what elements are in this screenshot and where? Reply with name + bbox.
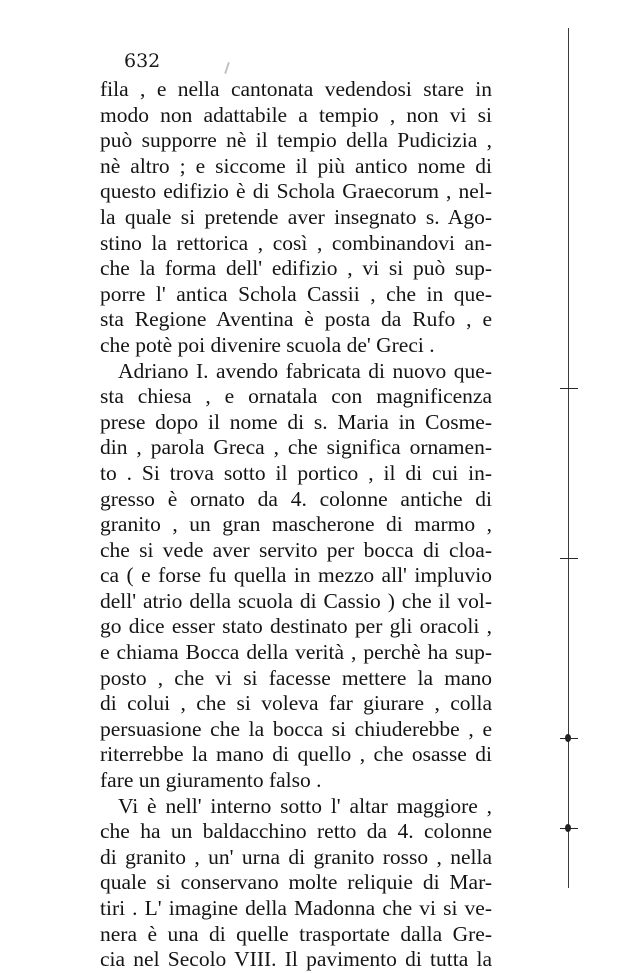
text-line: dell' atrio della scuola di Cassio ) che il vol- [100,588,492,613]
text-line: porre l' antica Schola Cassii , che in que- [100,281,492,306]
text-line: modo non adattabile a tempio , non vi si [100,102,492,127]
text-line: nè altro ; e siccome il più antico nome di [100,153,492,178]
text-line: nera è una di quelle trasportate dalla Gre- [100,921,492,946]
text-line: Adriano I. avendo fabricata di nuovo que- [118,358,492,383]
text-line: di granito , un' urna di granito rosso , nella [100,844,492,869]
page-edge-line [568,28,569,888]
text-line: questo edifizio è di Schola Graecorum , nel- [100,179,492,204]
text-line: persuasione che la bocca si chiuderebbe , e [100,716,492,741]
text-line: può supporre nè il tempio della Pudicizia , [100,128,492,153]
text-line: to . Si trova sotto il portico , il di cui in- [100,460,492,485]
text-line: fila , e nella cantonata vedendosi stare in [100,77,492,101]
text-line: la quale si pretende aver insegnato s. Ago- [100,204,492,229]
ink-mark [224,62,230,74]
text-line: go dice esser stato destinato per gli oracoli , [100,614,492,639]
text-line: che potè poi divenire scuola de' Greci . [100,332,435,357]
text-line: sta chiesa , e ornatala con magnificenza [100,384,492,409]
text-line: sta Regione Aventina è posta da Rufo , e [100,307,492,332]
text-line: gresso è ornato da 4. colonne antiche di [100,486,492,511]
page-edge-tick [560,558,578,559]
text-line: posto , che vi si facesse mettere la mano [100,665,492,690]
text-line: stino la rettorica , così , combinandovi an- [100,230,492,255]
text-line: Vi è nell' interno sotto l' altar maggiore , [118,793,492,818]
page-number: 632 [124,50,161,72]
text-line: che la forma dell' edifizio , vi si può sup- [100,256,492,281]
body-text [100,77,492,973]
page-edge-knot [565,824,571,832]
text-line: riterrebbe la mano di quello , che osasse di [100,742,492,767]
text-line: din , parola Greca , che significa ornamen- [100,435,492,460]
page-edge-tick [560,388,578,389]
text-line: di colui , che si voleva far giurare , colla [100,691,492,716]
text-line: tiri . L' imagine della Madonna che vi si ve- [100,896,492,920]
text-line: cia nel Secolo VIII. Il pavimento di tutta la [100,947,492,972]
text-line: che ha un baldacchino retto da 4. colonne [100,819,492,844]
text-line: granito , un gran mascherone di marmo , [100,512,492,537]
text-line: che si vede aver servito per bocca di cloa- [100,537,492,562]
page-edge-knot [565,734,571,742]
text-line: fare un giuramento falso . [100,768,322,793]
text-line: prese dopo il nome di s. Maria in Cosme- [100,409,492,434]
text-line: ca ( e forse fu quella in mezzo all' impluvio [100,563,492,588]
text-line: quale si conservano molte reliquie di Mar- [100,870,492,895]
text-line: e chiama Bocca della verità , perchè ha sup- [100,640,492,665]
